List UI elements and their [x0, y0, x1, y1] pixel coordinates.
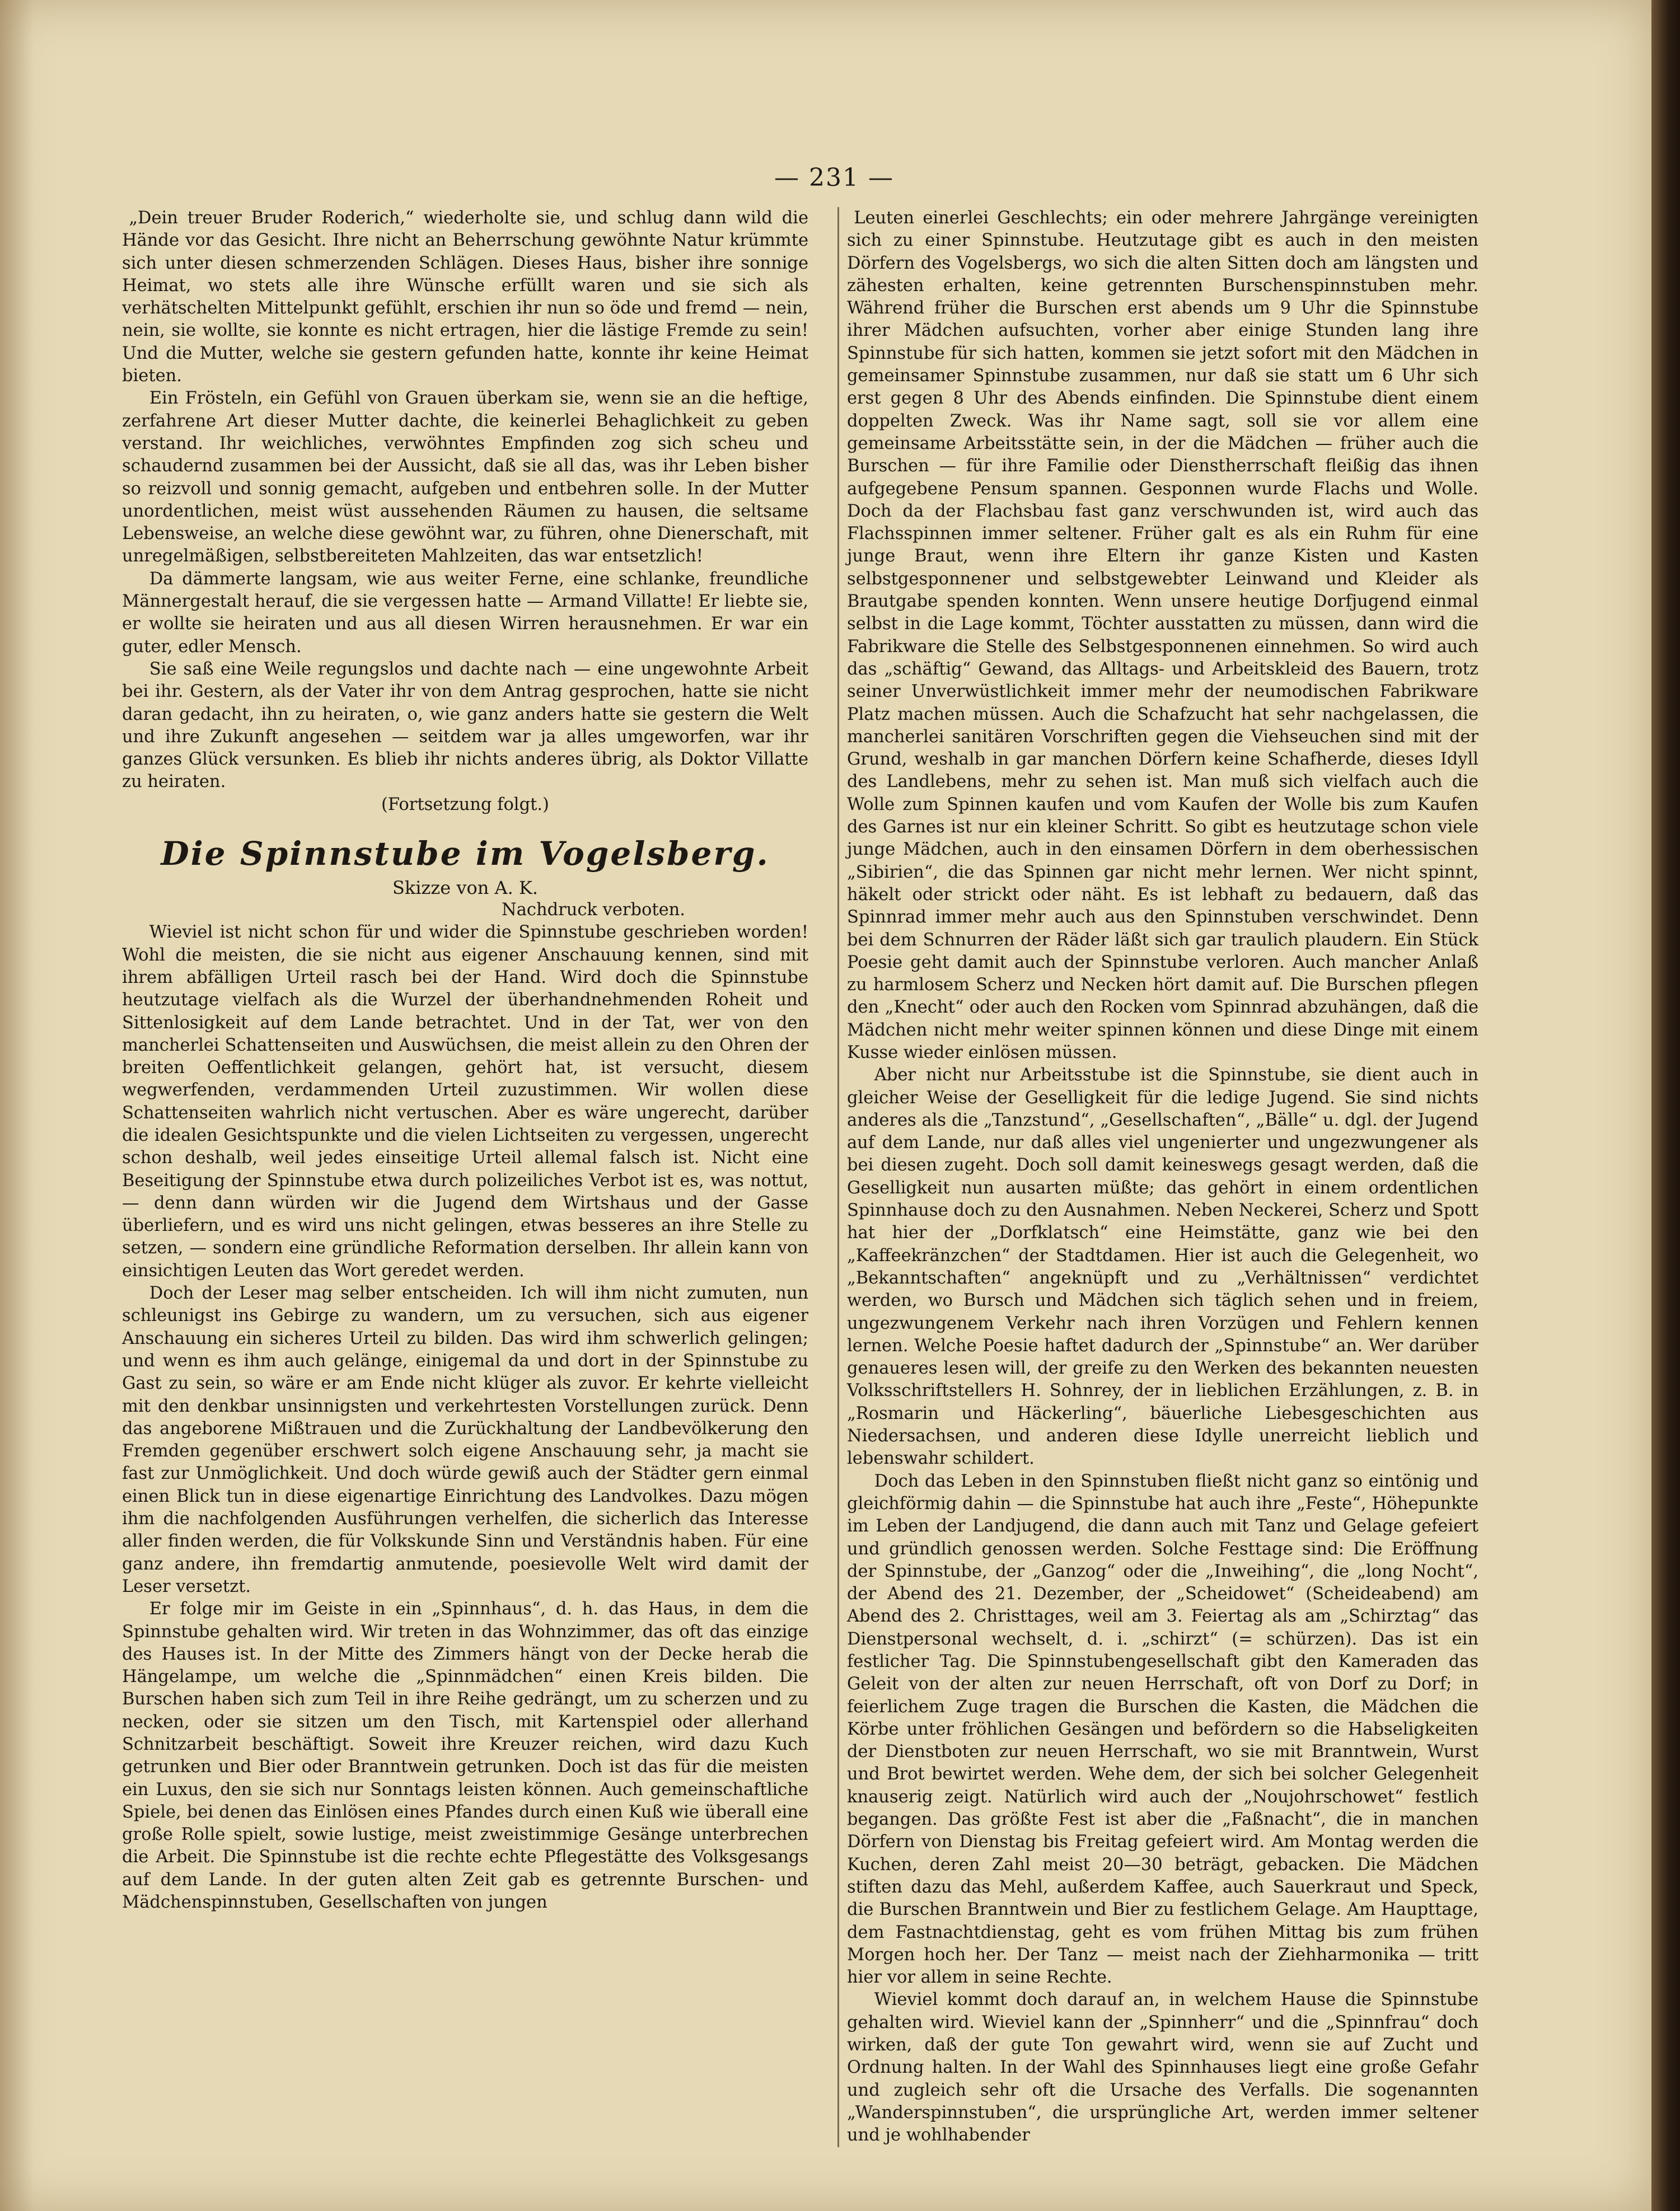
story-paragraph-1: „Dein treuer Bruder Roderich,“ wiederholte sie, und schlug dann wild die Hände vor das Gesicht. Ihre nicht an Beherrschung gewöhnte Natur krümmte sich unter diesen schmerzenden Schlägen. Dieses Haus, bisher ihre sonnige Heimat, wo stets alle ihre Wünsche erfüllt waren und sie sich als verhätschelten Mittelpunkt gefühlt, erschien ihr nun so öde und fremd — nein, nein, sie wollte, sie konnte es nicht ertragen, hier die lästige Fremde zu sein! Und die Mutter, welche sie gestern gefunden hatte, konnte ihr keine Heimat bieten. [122, 208, 808, 386]
article-paragraph-5: Aber nicht nur Arbeitsstube ist die Spinnstube, sie dient auch in gleicher Weise der Geselligkeit für die ledige Jugend. Sie sind nichts anderes als die „Tanzstund“, „Gesellschaften“, „Bälle“ u. dgl. der Jugend auf dem Lande, nur daß alles viel ungenierter und ungezwungener als bei diesen zugeht. Doch soll damit keineswegs gesagt werden, daß die Geselligkeit nun ausarten müßte; das gehört in einem ordentlichen Spinnhause doch zu den Ausnahmen. Neben Neckerei, Scherz und Spott hat hier der „Dorfklatsch“ eine Heimstätte, ganz wie bei den „Kaffeekränzchen“ der Stadtdamen. Hier ist auch die Gelegenheit, wo „Bekanntschaften“ angeknüpft und zu „Verhältnissen“ verdichtet werden, wo Bursch und Mädchen sich täglich sehen und in freiem, ungezwungenem Verkehr nach ihren Vorzügen und Fehlern kennen lernen. Welche Poesie haftet dadurch der „Spinnstube“ an. Wer darüber genaueres lesen will, der greife zu den Werken des bekannten neuesten Volksschriftstellers H. Sohnrey, der in lieblichen Erzählungen, z. B. in „Rosmarin und Häckerling“, bäuerliche Liebesgeschichten aus Niedersachsen, und anderen diese Idylle unerreicht lieblich und lebenswahr schildert. [847, 1065, 1478, 1469]
continuation-note: (Fortsetzung folgt.) [381, 794, 549, 814]
story-paragraph-4: Sie saß eine Weile regungslos und dachte nach — eine ungewohnte Arbeit bei ihr. Gestern, als der Vater ihr von dem Antrag gesprochen, hatte sie nicht daran gedacht, ihn zu heiraten, o, wie ganz anders hatte sie gestern die Welt und ihre Zukunft angesehen — seitdem war ja alles umgeworfen, war ihr ganzes Glück versunken. Es blieb ihr nichts anderes übrig, als Doktor Villatte zu heiraten. [122, 659, 808, 792]
story-paragraph-3: Da dämmerte langsam, wie aus weiter Ferne, eine schlanke, freundliche Männergestalt herauf, die sie vergessen hatte — Armand Villatte! Er liebte sie, er wollte sie heiraten und aus all diesen Wirren herausnehmen. Er war ein guter, edler Mensch. [122, 569, 808, 657]
article-title: Die Spinnstube im Vogelsberg. [161, 835, 770, 873]
article-paragraph-3: Er folge mir im Geiste in ein „Spinnhaus“, d. h. das Haus, in dem die Spinnstube gehalten wird. Wir treten in das Wohnzimmer, das oft das einzige des Hauses ist. In der Mitte des Zimmers hängt von der Decke herab die Hängelampe, um welche die „Spinnmädchen“ einen Kreis bilden. Die Burschen haben sich zum Teil in ihre Reihe gedrängt, um zu scherzen und zu necken, oder sie sitzen um den Tisch, mit Kartenspiel oder allerhand Schnitzarbeit beschäftigt. Soweit ihre Kreuzer reichen, wird dazu Kuch getrunken und Bier oder Branntwein getrunken. Doch ist das für die meisten ein Luxus, den sie sich nur Sonntags leisten können. Auch gemeinschaftliche Spiele, bei denen das Einlösen eines Pfandes durch einen Kuß wie überall eine große Rolle spielt, sowie lustige, meist zweistimmige Gesänge unterbrechen die Arbeit. Die Spinnstube ist die rechte echte Pflegestätte des Volksgesangs auf dem Lande. In der guten alten Zeit gab es getrennte Burschen- und Mädchenspinnstuben, Gesellschaften von jungen [122, 1599, 808, 1913]
page-number: — 231 — [774, 163, 894, 192]
story-paragraph-2: Ein Frösteln, ein Gefühl von Grauen überkam sie, wenn sie an die heftige, zerfahrene Art dieser Mutter dachte, die keinerlei Behaglichkeit zu geben verstand. Ihr weichliches, verwöhntes Empfinden zog sich scheu und schaudernd zusammen bei der Aussicht, daß sie all das, was ihr Leben bisher so reizvoll und sonnig gemacht, aufgeben und entbehren solle. In der Mutter unordentlichen, meist wüst aussehenden Räumen zu hausen, die seltsame Lebensweise, an welche diese gewöhnt war, zu führen, ohne Dienerschaft, mit unregelmäßigen, selbstbereiteten Mahlzeiten, das war entsetzlich! [122, 388, 808, 566]
left-column [122, 207, 808, 1914]
article-paragraph-6: Doch das Leben in den Spinnstuben fließt nicht ganz so eintönig und gleichförmig dahin — die Spinnstube hat auch ihre „Feste“, Höhepunkte im Leben der Landjugend, die dann auch mit Tanz und Gelage gefeiert und gründlich genossen werden. Solche Festtage sind: Die Eröffnung der Spinnstube, der „Ganzog“ oder die „Inweihing“, die „long Nocht“, der Abend des 21. Dezember, der „Scheidowet“ (Scheideabend) am Abend des 2. Christtages, weil am 3. Feiertag als am „Schirztag“ das Dienstpersonal wechselt, d. i. „schirzt“ (= schürzen). Das ist ein festlicher Tag. Die Spinnstubengesellschaft gibt den Kameraden das Geleit von der alten zur neuen Herrschaft, oft von Dorf zu Dorf; in feierlichem Zuge tragen die Burschen die Kasten, die Mädchen die Körbe unter fröhlichen Gesängen und befördern so die Habseligkeiten der Dienstboten zur neuen Herrschaft, wo sie mit Branntwein, Wurst und Brot bewirtet werden. Wehe dem, der sich bei solcher Gelegenheit knauserig zeigt. Natürlich wird auch der „Noujohrschowet“ festlich begangen. Das größte Fest ist aber die „Faßnacht“, die in manchen Dörfern von Dienstag bis Freitag gefeiert wird. Am Montag werden die Kuchen, deren Zahl meist 20—30 beträgt, gebacken. Die Mädchen stiften dazu das Mehl, außerdem Kaffee, auch Sauerkraut und Speck, die Burschen Branntwein und Bier zu festlichem Gelage. Am Haupttage, dem Fastnachtdienstag, geht es vom frühen Mittag bis zum frühen Morgen hoch her. Der Tanz — meist nach der Ziehharmonika — tritt hier vor allem in seine Rechte. [847, 1471, 1478, 1988]
reprint-notice: Nachdruck verboten. [502, 900, 685, 920]
article-subtitle: Skizze von A. K. [392, 877, 539, 899]
right-column [837, 207, 1478, 2147]
spine-shadow [0, 0, 34, 2211]
article-paragraph-1: Wieviel ist nicht schon für und wider die Spinnstube geschrieben worden! Wohl die meisten, die sie nicht aus eigener Anschauung kennen, sind mit ihrem abfälligen Urteil rasch bei der Hand. Wird doch die Spinnstube heutzutage vielfach als die Wurzel der überhandnehmenden Roheit und Sittenlosigkeit auf dem Lande betrachtet. Und in der Tat, wer von den mancherlei Schattenseiten und Auswüchsen, die meist allein zu den Ohren der breiten Oeffentlichkeit gelangen, gehört hat, ist versucht, diesem wegwerfenden, verdammenden Urteil zuzustimmen. Wir wollen diese Schattenseiten wahrlich nicht vertuschen. Aber es wäre ungerecht, darüber die idealen Gesichtspunkte und die vielen Lichtseiten zu vergessen, ungerecht schon deshalb, weil jedes einseitige Urteil allemal falsch ist. Nicht eine Beseitigung der Spinnstube etwa durch polizeiliches Verbot ist es, was nottut, — denn dann würden wir die Jugend dem Wirtshaus und der Gasse überliefern, und es wird uns nicht gelingen, etwas besseres an ihre Stelle zu setzen, — sondern eine gründliche Reformation derselben. Ihr allein kann von einsichtigen Leuten das Wort geredet werden. [122, 922, 808, 1281]
article-paragraph-2: Doch der Leser mag selber entscheiden. Ich will ihm nicht zumuten, nun schleunigst ins Gebirge zu wandern, um zu versuchen, sich aus eigener Anschauung ein sicheres Urteil zu bilden. Das wird ihm schwerlich gelingen; und wenn es ihm auch gelänge, einigemal da und dort in der Spinnstube zu Gast zu sein, so wäre er am Ende nicht klüger als zuvor. Er kehrte vielleicht mit den denkbar unsinnigsten und verkehrtesten Vorstellungen zurück. Denn das angeborene Mißtrauen und die Zurückhaltung der Landbevölkerung den Fremden gegenüber erschwert solch eigene Anschauung sehr, ja macht sie fast zur Unmöglichkeit. Und doch würde gewiß auch der Städter gern einmal einen Blick tun in diese eigenartige Einrichtung des Landvolkes. Dazu mögen ihm die nachfolgenden Ausführungen verhelfen, die sicherlich das Interesse aller finden werden, die für Volkskunde Sinn und Verständnis haben. Für eine ganz andere, ihn fremdartig anmutende, poesievolle Welt wird damit der Leser versetzt. [122, 1283, 808, 1596]
article-paragraph-7: Wieviel kommt doch darauf an, in welchem Hause die Spinnstube gehalten wird. Wieviel kann der „Spinnherr“ und die „Spinnfrau“ doch wirken, daß der gute Ton gewahrt wird, wenn sie auf Zucht und Ordnung halten. In der Wahl des Spinnhauses liegt eine große Gefahr und zugleich sehr oft die Ursache des Verfalls. Die sogenannten „Wanderspinnstuben“, die ursprüngliche Art, werden immer seltener und je wohlhabender [847, 1990, 1478, 2146]
article-paragraph-4: Leuten einerlei Geschlechts; ein oder mehrere Jahrgänge vereinigten sich zu einer Spinnstube. Heutzutage gibt es auch in den meisten Dörfern des Vogelsbergs, wo sich die alten Sitten doch am längsten und zähesten erhalten, keine getrennten Burschenspinnstuben mehr. Während früher die Burschen erst abends um 9 Uhr die Spinnstube ihrer Mädchen aufsuchten, vorher aber einige Stunden lang ihre Spinnstube für sich hatten, kommen sie jetzt sofort mit den Mädchen in gemeinsamer Spinnstube zusammen, nur daß sie statt um 6 Uhr sich erst gegen 8 Uhr des Abends einfinden. Die Spinnstube dient einem doppelten Zweck. Was ihr Name sagt, soll sie vor allem eine gemeinsame Arbeitsstätte sein, in der die Mädchen — früher auch die Burschen — für ihre Familie oder Dienstherrschaft fleißig das ihnen aufgegebene Pensum spannen. Gesponnen wurde Flachs und Wolle. Doch da der Flachsbau fast ganz verschwunden ist, wird auch das Flachsspinnen immer seltener. Früher galt es als ein Ruhm für eine junge Braut, wenn ihre Eltern ihr ganze Kisten und Kasten selbstgesponnener und selbstgewebter Leinwand und Kleider als Brautgabe spenden konnten. Wenn unsere heutige Dorfjugend einmal selbst in die Lage kommt, Töchter ausstatten zu müssen, dann wird die Fabrikware die Stelle des Selbstgesponnenen einnehmen. So wird auch das „schäftig“ Gewand, das Alltags- und Arbeitskleid des Bauern, trotz seiner Unverwüstlichkeit immer mehr der neumodischen Fabrikware Platz machen müssen. Auch die Schafzucht hat sehr nachgelassen, die mancherlei sanitären Vorschriften gegen die Viehseuchen sind mit der Grund, weshalb in gar manchen Dörfern keine Schafherde, dieses Idyll des Landlebens, mehr zu sehen ist. Man muß sich vielfach auch die Wolle zum Spinnen kaufen und vom Kaufen der Wolle bis zum Kaufen des Garnes ist nur ein kleiner Schritt. So gibt es heutzutage schon viele junge Mädchen, auch in den einsamen Dörfern in dem oberhessischen „Sibirien“, die das Spinnen gar nicht mehr lernen. Wer nicht spinnt, häkelt oder strickt oder näht. Es ist lebhaft zu bedauern, daß das Spinnrad immer mehr auch aus den Spinnstuben verschwindet. Denn bei dem Schnurren der Räder läßt sich gar traulich plaudern. Ein Stück Poesie geht damit auch der Spinnstube verloren. Auch mancher Anlaß zu harmlosem Scherz und Necken hört damit auf. Die Burschen pflegen den „Knecht“ oder auch den Rocken vom Spinnrad abzuhängen, daß die Mädchen nicht mehr weiter spinnen können und diese Dinge mit einem Kusse wieder einlösen müssen. [847, 208, 1478, 1062]
book-edge [1651, 0, 1680, 2211]
